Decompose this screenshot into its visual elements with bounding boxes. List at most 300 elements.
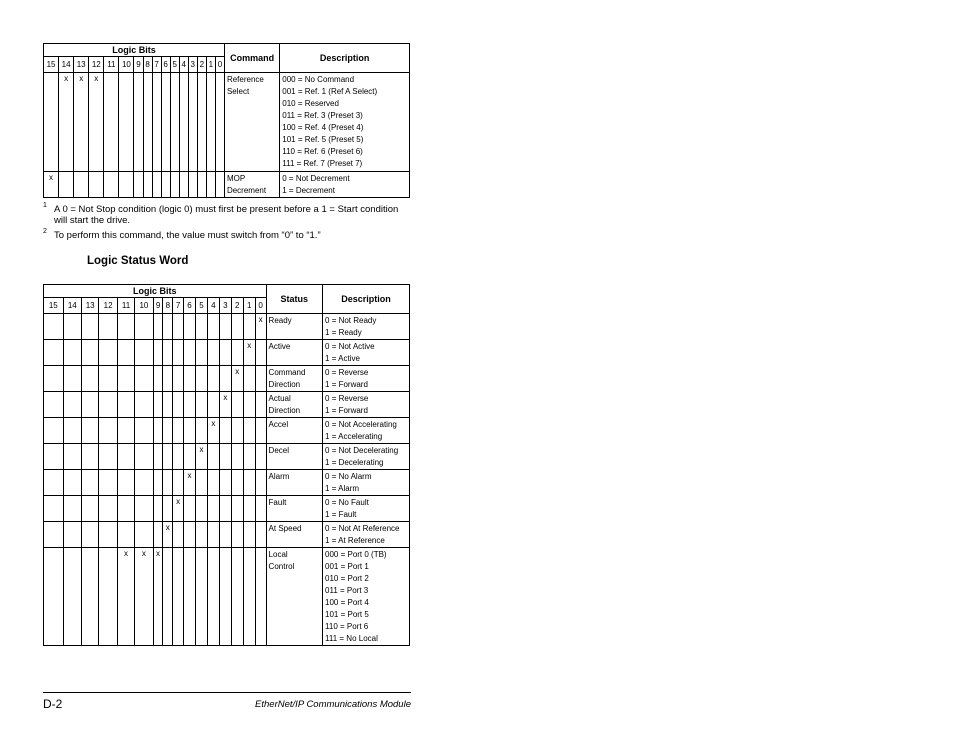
bit-cell-4 [179, 172, 188, 198]
bit-cell-7 [173, 314, 184, 340]
bit-cell-9 [153, 366, 163, 392]
description-text: 1 = Ready [325, 328, 362, 337]
description-header: Description [323, 285, 410, 314]
footnote-1 [43, 204, 411, 226]
bit-cell-12 [99, 418, 117, 444]
bit-cell-13 [74, 172, 89, 198]
footnote-mark: 2 [43, 228, 47, 235]
bit-cell-10 [135, 496, 153, 522]
bit-cell-5 [195, 366, 207, 392]
bit-cell-10 [135, 418, 153, 444]
bit-cell-14 [63, 314, 81, 340]
bit-cell-11 [117, 314, 134, 340]
description-text: 0 = Reverse [325, 368, 369, 377]
status-cell [266, 418, 322, 444]
bit-number-14: 14 [59, 57, 74, 73]
bit-cell-5 [195, 418, 207, 444]
command-text: Reference [226, 75, 264, 84]
bit-cell-6 [161, 73, 170, 172]
bit-cell-12 [89, 172, 104, 198]
bit-cell-6 [184, 366, 196, 392]
bit-cell-1: x [243, 340, 255, 366]
bit-cell-15 [44, 522, 64, 548]
bit-cell-13 [82, 366, 99, 392]
bit-cell-4 [207, 444, 219, 470]
bit-number-4: 4 [207, 298, 219, 314]
bit-cell-14 [63, 548, 81, 646]
page-number: D-2 [43, 697, 63, 711]
bit-cell-4 [207, 366, 219, 392]
description-cell [323, 314, 410, 340]
bit-cell-14 [59, 172, 74, 198]
description-text: 0 = No Alarm [325, 472, 372, 481]
bit-cell-2 [231, 522, 243, 548]
bit-cell-8 [163, 444, 173, 470]
bit-number-8: 8 [143, 57, 152, 73]
description-text: 010 = Port 2 [325, 574, 369, 583]
description-text: 1 = Fault [325, 510, 357, 519]
bit-cell-15 [44, 548, 64, 646]
bit-number-15: 15 [44, 57, 59, 73]
table-row [44, 522, 410, 548]
bit-cell-10: x [135, 548, 153, 646]
description-header: Description [280, 44, 410, 73]
bit-cell-13 [82, 522, 99, 548]
description-text: 001 = Port 1 [325, 562, 369, 571]
bit-number-11: 11 [117, 298, 134, 314]
status-text: Decel [268, 446, 289, 455]
bit-cell-1 [243, 522, 255, 548]
bit-cell-12 [99, 548, 117, 646]
bit-cell-5 [195, 496, 207, 522]
description-cell [323, 548, 410, 646]
bit-cell-6 [184, 314, 196, 340]
bit-cell-9 [153, 444, 163, 470]
bit-cell-7 [173, 444, 184, 470]
footnote-text: To perform this command, the value must switch from “0” to “1.” [54, 230, 321, 241]
bit-number-9: 9 [153, 298, 163, 314]
bit-cell-11 [117, 392, 134, 418]
bit-cell-10 [135, 340, 153, 366]
bit-cell-14 [63, 444, 81, 470]
bit-cell-3 [219, 522, 231, 548]
bit-cell-1 [243, 418, 255, 444]
bit-cell-4 [207, 392, 219, 418]
bit-cell-2 [231, 444, 243, 470]
bit-cell-12 [99, 496, 117, 522]
bit-cell-15 [44, 314, 64, 340]
bit-cell-9: x [153, 548, 163, 646]
description-text: 0 = Not Active [325, 342, 375, 351]
bit-cell-12 [99, 366, 117, 392]
bit-number-13: 13 [74, 57, 89, 73]
bit-cell-8 [143, 172, 152, 198]
status-text: At Speed [268, 524, 302, 533]
bit-cell-8 [163, 366, 173, 392]
bit-cell-11 [117, 366, 134, 392]
description-text: 010 = Reserved [282, 99, 339, 108]
description-text: 111 = No Local [325, 634, 378, 643]
bit-cell-10 [135, 444, 153, 470]
bit-cell-14 [63, 496, 81, 522]
table-row [44, 73, 410, 172]
description-cell [323, 418, 410, 444]
bit-cell-13 [82, 314, 99, 340]
bit-cell-8 [163, 340, 173, 366]
description-text: 0 = Not Decrement [282, 174, 350, 183]
status-text: Local [268, 550, 288, 559]
bit-cell-15 [44, 73, 59, 172]
bit-cell-8 [163, 314, 173, 340]
bit-cell-1 [243, 470, 255, 496]
command-cell [224, 73, 279, 172]
description-text: 011 = Ref. 3 (Preset 3) [282, 111, 363, 120]
bit-cell-9 [153, 470, 163, 496]
description-text: 110 = Ref. 6 (Preset 6) [282, 147, 363, 156]
bit-cell-5 [170, 172, 179, 198]
table-row [44, 470, 410, 496]
bit-cell-5: x [195, 444, 207, 470]
bit-cell-6 [184, 496, 196, 522]
description-text: 001 = Ref. 1 (Ref A Select) [282, 87, 378, 96]
bit-number-9: 9 [134, 57, 143, 73]
bit-cell-13 [82, 444, 99, 470]
bit-cell-6: x [184, 470, 196, 496]
footnote-2 [43, 230, 411, 241]
bit-cell-2 [231, 418, 243, 444]
status-header: Status [266, 285, 322, 314]
bit-number-6: 6 [184, 298, 196, 314]
bit-cell-4 [207, 340, 219, 366]
bit-cell-14 [63, 366, 81, 392]
bit-cell-1 [206, 73, 215, 172]
bit-cell-15 [44, 418, 64, 444]
bit-cell-5 [170, 73, 179, 172]
bit-cell-10 [135, 522, 153, 548]
bit-number-2: 2 [231, 298, 243, 314]
bit-cell-3 [219, 548, 231, 646]
bit-number-12: 12 [99, 298, 117, 314]
bit-cell-11 [104, 73, 119, 172]
bit-cell-7 [173, 392, 184, 418]
bit-number-4: 4 [179, 57, 188, 73]
bit-cell-15 [44, 470, 64, 496]
bit-cell-12 [99, 444, 117, 470]
bit-cell-9 [134, 73, 143, 172]
bit-cell-7 [173, 470, 184, 496]
description-text: 1 = Forward [325, 406, 368, 415]
bit-cell-9 [153, 392, 163, 418]
bit-number-11: 11 [104, 57, 119, 73]
bit-cell-14 [63, 522, 81, 548]
bit-number-1: 1 [206, 57, 215, 73]
bit-cell-13 [82, 340, 99, 366]
section-title: Logic Status Word [87, 255, 189, 267]
status-text: Active [268, 342, 291, 351]
table-row [44, 340, 410, 366]
bit-cell-11 [117, 522, 134, 548]
bit-cell-8 [163, 496, 173, 522]
bit-cell-9 [134, 172, 143, 198]
bit-cell-1 [243, 392, 255, 418]
bit-cell-7 [173, 548, 184, 646]
status-text: Alarm [268, 472, 290, 481]
bit-cell-7 [152, 73, 161, 172]
description-cell [323, 470, 410, 496]
description-text: 100 = Ref. 4 (Preset 4) [282, 123, 364, 132]
bit-cell-7 [173, 340, 184, 366]
bit-cell-0 [255, 340, 266, 366]
bit-cell-8 [163, 470, 173, 496]
bit-number-8: 8 [163, 298, 173, 314]
status-cell [266, 522, 322, 548]
bit-cell-9 [153, 314, 163, 340]
bit-cell-9 [153, 340, 163, 366]
description-text: 0 = Reverse [325, 394, 369, 403]
status-text: Command [268, 368, 306, 377]
command-cell [224, 172, 279, 198]
status-cell [266, 314, 322, 340]
description-text: 100 = Port 4 [325, 598, 369, 607]
bit-cell-4: x [207, 418, 219, 444]
table-row [44, 418, 410, 444]
bit-cell-13 [82, 496, 99, 522]
footnote-text: A 0 = Not Stop condition (logic 0) must first be present before a 1 = Start condition will start the drive. [54, 204, 399, 226]
status-text: Direction [268, 380, 301, 389]
description-text: 101 = Port 5 [325, 610, 369, 619]
bit-cell-3 [219, 340, 231, 366]
bit-cell-3 [188, 73, 197, 172]
bit-cell-2 [231, 314, 243, 340]
bit-number-7: 7 [173, 298, 184, 314]
bit-cell-10 [135, 392, 153, 418]
footnote-mark: 1 [43, 202, 47, 209]
bit-cell-1 [206, 172, 215, 198]
bit-cell-10 [119, 172, 134, 198]
bit-cell-8 [143, 73, 152, 172]
command-text: Decrement [226, 186, 267, 195]
bit-cell-10 [135, 314, 153, 340]
bit-cell-8 [163, 418, 173, 444]
bit-cell-0 [255, 366, 266, 392]
bit-cell-2 [197, 172, 206, 198]
bit-cell-15 [44, 444, 64, 470]
table-row [44, 314, 410, 340]
bit-cell-13 [82, 548, 99, 646]
status-text: Direction [268, 406, 301, 415]
bit-cell-7 [173, 418, 184, 444]
logic-status-table [43, 284, 410, 646]
bit-cell-11 [117, 470, 134, 496]
bit-cell-9 [153, 418, 163, 444]
document-name: EtherNet/IP Communications Module [255, 699, 411, 710]
bit-number-14: 14 [63, 298, 81, 314]
bit-cell-5 [195, 470, 207, 496]
bit-cell-10 [135, 366, 153, 392]
bit-cell-4 [207, 496, 219, 522]
command-text: Select [226, 87, 250, 96]
bit-number-3: 3 [188, 57, 197, 73]
command-text: MOP [226, 174, 246, 183]
bit-cell-3 [219, 366, 231, 392]
bit-cell-2 [231, 340, 243, 366]
bit-cell-5 [195, 314, 207, 340]
bit-number-0: 0 [255, 298, 266, 314]
description-text: 011 = Port 3 [325, 586, 369, 595]
description-text: 0 = Not Ready [325, 316, 377, 325]
bit-cell-15 [44, 392, 64, 418]
bit-cell-15 [44, 496, 64, 522]
bit-number-10: 10 [119, 57, 134, 73]
bit-cell-3 [219, 314, 231, 340]
bit-number-0: 0 [215, 57, 224, 73]
bit-cell-6 [184, 392, 196, 418]
bit-cell-0: x [255, 314, 266, 340]
description-text: 1 = Accelerating [325, 432, 383, 441]
bit-cell-5 [195, 340, 207, 366]
bit-cell-4 [207, 314, 219, 340]
bit-cell-7: x [173, 496, 184, 522]
bit-cell-15 [44, 340, 64, 366]
bit-cell-11 [117, 340, 134, 366]
bit-number-3: 3 [219, 298, 231, 314]
bit-number-2: 2 [197, 57, 206, 73]
bit-cell-11 [117, 418, 134, 444]
bit-cell-3 [219, 418, 231, 444]
table-row [44, 444, 410, 470]
bit-cell-11 [104, 172, 119, 198]
bit-cell-8: x [163, 522, 173, 548]
description-cell [323, 444, 410, 470]
bit-cell-13 [82, 392, 99, 418]
bit-cell-15 [44, 366, 64, 392]
description-cell [323, 340, 410, 366]
bit-cell-11: x [117, 548, 134, 646]
status-cell [266, 340, 322, 366]
bit-cell-6 [184, 522, 196, 548]
status-cell [266, 444, 322, 470]
bit-cell-0 [255, 392, 266, 418]
bit-cell-8 [163, 548, 173, 646]
logic-command-table [43, 43, 410, 198]
bit-cell-3 [219, 470, 231, 496]
table-row [44, 392, 410, 418]
description-cell [280, 172, 410, 198]
table-row [44, 172, 410, 198]
description-cell [323, 392, 410, 418]
bit-cell-6 [161, 172, 170, 198]
bit-cell-5 [195, 522, 207, 548]
bit-cell-14 [63, 470, 81, 496]
description-text: 1 = Decrement [282, 186, 335, 195]
bit-cell-4 [207, 470, 219, 496]
bit-cell-2 [231, 496, 243, 522]
bit-cell-9 [153, 522, 163, 548]
status-text: Fault [268, 498, 287, 507]
bit-cell-1 [243, 366, 255, 392]
bit-cell-11 [117, 444, 134, 470]
bit-cell-2 [231, 470, 243, 496]
bit-cell-13 [82, 418, 99, 444]
status-text: Actual [268, 394, 291, 403]
status-text: Ready [268, 316, 292, 325]
description-text: 101 = Ref. 5 (Preset 5) [282, 135, 364, 144]
bit-cell-2 [197, 73, 206, 172]
bit-cell-2 [231, 548, 243, 646]
bit-cell-0 [255, 496, 266, 522]
bit-cell-2: x [231, 366, 243, 392]
bit-cell-12 [99, 470, 117, 496]
bit-cell-0 [255, 444, 266, 470]
bit-cell-10 [119, 73, 134, 172]
description-text: 1 = Forward [325, 380, 368, 389]
bit-cell-12 [99, 392, 117, 418]
bit-cell-4 [207, 548, 219, 646]
description-text: 1 = At Reference [325, 536, 385, 545]
bit-cell-0 [215, 73, 224, 172]
description-cell [323, 522, 410, 548]
description-text: 110 = Port 6 [325, 622, 369, 631]
bit-cell-0 [255, 470, 266, 496]
description-text: 000 = No Command [282, 75, 355, 84]
description-text: 1 = Active [325, 354, 360, 363]
bit-cell-6 [184, 444, 196, 470]
table-row [44, 496, 410, 522]
bit-cell-12 [99, 340, 117, 366]
bit-cell-12 [99, 522, 117, 548]
status-cell [266, 366, 322, 392]
bit-cell-7 [173, 522, 184, 548]
bit-cell-4 [207, 522, 219, 548]
bit-cell-14 [63, 418, 81, 444]
status-text: Accel [268, 420, 289, 429]
bit-cell-3: x [219, 392, 231, 418]
footer-divider [43, 692, 411, 693]
bit-cell-6 [184, 418, 196, 444]
bit-cell-14 [63, 340, 81, 366]
status-cell [266, 470, 322, 496]
bit-cell-1 [243, 496, 255, 522]
bit-number-12: 12 [89, 57, 104, 73]
bit-number-5: 5 [195, 298, 207, 314]
logic-bits-header: Logic Bits [44, 44, 225, 57]
bit-number-7: 7 [152, 57, 161, 73]
bit-cell-3 [188, 172, 197, 198]
table-row [44, 366, 410, 392]
bit-number-13: 13 [82, 298, 99, 314]
status-cell [266, 496, 322, 522]
bit-cell-11 [117, 496, 134, 522]
description-text: 000 = Port 0 (TB) [325, 550, 387, 559]
description-text: 0 = Not Accelerating [325, 420, 397, 429]
bit-cell-3 [219, 444, 231, 470]
logic-bits-header: Logic Bits [44, 285, 267, 298]
bit-cell-5 [195, 548, 207, 646]
description-text: 1 = Alarm [325, 484, 360, 493]
bit-cell-3 [219, 496, 231, 522]
description-cell [323, 366, 410, 392]
description-cell [280, 73, 410, 172]
status-text: Control [268, 562, 295, 571]
bit-number-1: 1 [243, 298, 255, 314]
status-cell [266, 392, 322, 418]
bit-cell-1 [243, 314, 255, 340]
bit-cell-14 [63, 392, 81, 418]
bit-cell-1 [243, 548, 255, 646]
bit-cell-6 [184, 548, 196, 646]
bit-cell-7 [173, 366, 184, 392]
description-text: 1 = Decelerating [325, 458, 384, 467]
